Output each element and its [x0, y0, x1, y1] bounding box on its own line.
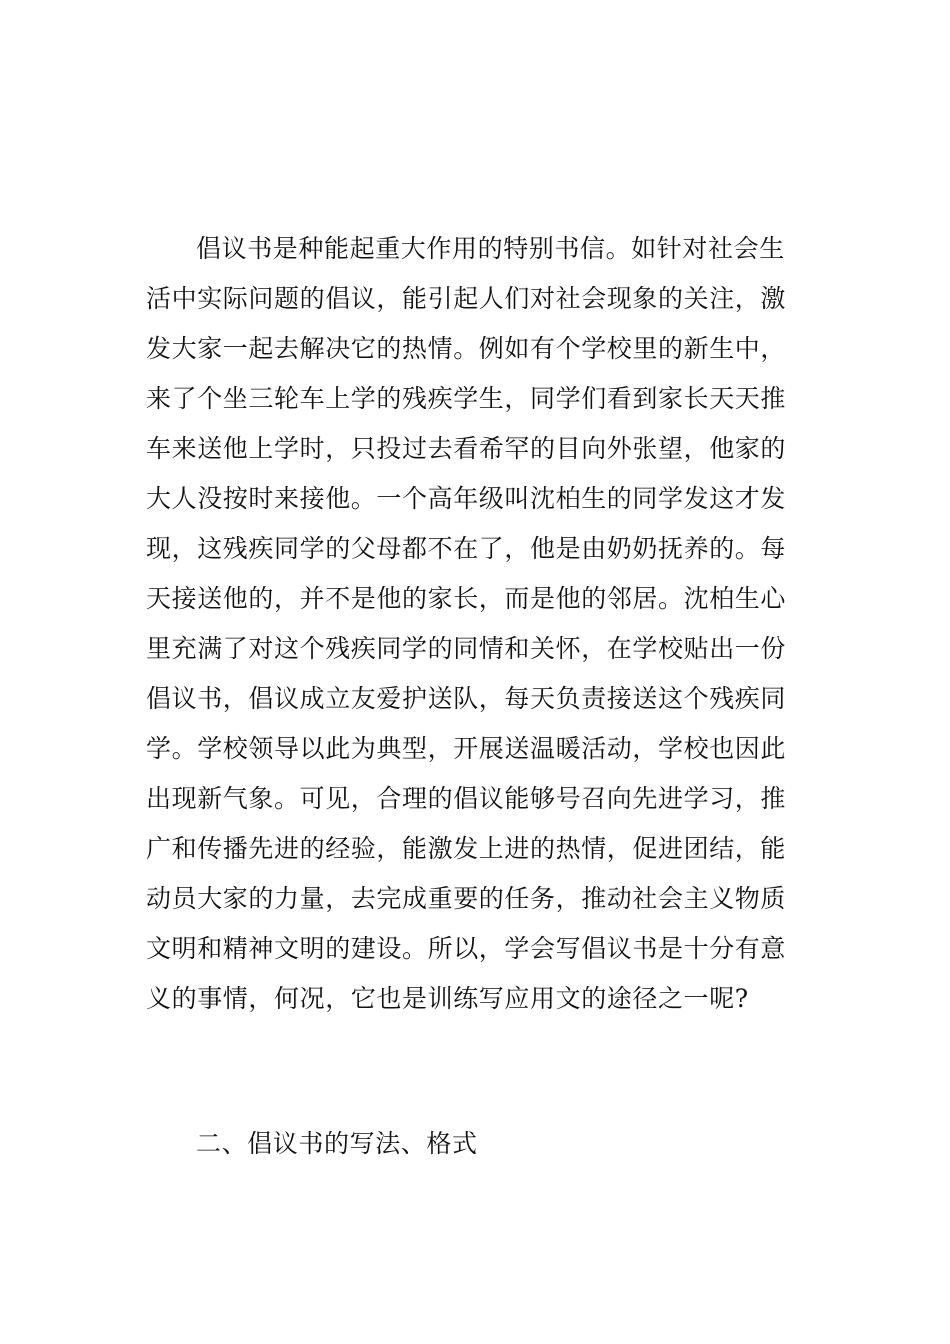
section-heading: 二、倡议书的写法、格式: [196, 1129, 478, 1158]
paragraph-line: 大人没按时来接他。一个高年级叫沈柏生的同学发这才发: [146, 484, 787, 513]
paragraph-line: 倡议书是种能起重大作用的特别书信。如针对社会生: [196, 234, 785, 263]
paragraph-line: 里充满了对这个残疾同学的同情和关怀，在学校贴出一份: [146, 634, 787, 663]
paragraph-line: 动员大家的力量，去完成重要的任务，推动社会主义物质: [146, 884, 787, 913]
paragraph-line: 发大家一起去解决它的热情。例如有个学校里的新生中，: [146, 334, 787, 363]
paragraph-line: 天接送他的，并不是他的家长，而是他的邻居。沈柏生心: [146, 584, 787, 613]
paragraph-line: 现，这残疾同学的父母都不在了，他是由奶奶抚养的。每: [146, 534, 787, 563]
paragraph-line: 车来送他上学时，只投过去看希罕的目向外张望，他家的: [146, 434, 787, 463]
paragraph-line: 倡议书，倡议成立友爱护送队，每天负责接送这个残疾同: [146, 684, 787, 713]
paragraph-line: 义的事情，何况，它也是训练写应用文的途径之一呢?: [146, 984, 749, 1013]
paragraph-line: 活中实际问题的倡议，能引起人们对社会现象的关注，激: [146, 284, 787, 313]
paragraph-line: 来了个坐三轮车上学的残疾学生，同学们看到家长天天推: [146, 384, 787, 413]
paragraph-line: 学。学校领导以此为典型，开展送温暖活动，学校也因此: [146, 734, 787, 763]
paragraph-line: 广和传播先进的经验，能激发上进的热情，促进团结，能: [146, 834, 787, 863]
paragraph-line: 文明和精神文明的建设。所以，学会写倡议书是十分有意: [146, 934, 787, 963]
paragraph-line: 出现新气象。可见，合理的倡议能够号召向先进学习，推: [146, 784, 787, 813]
